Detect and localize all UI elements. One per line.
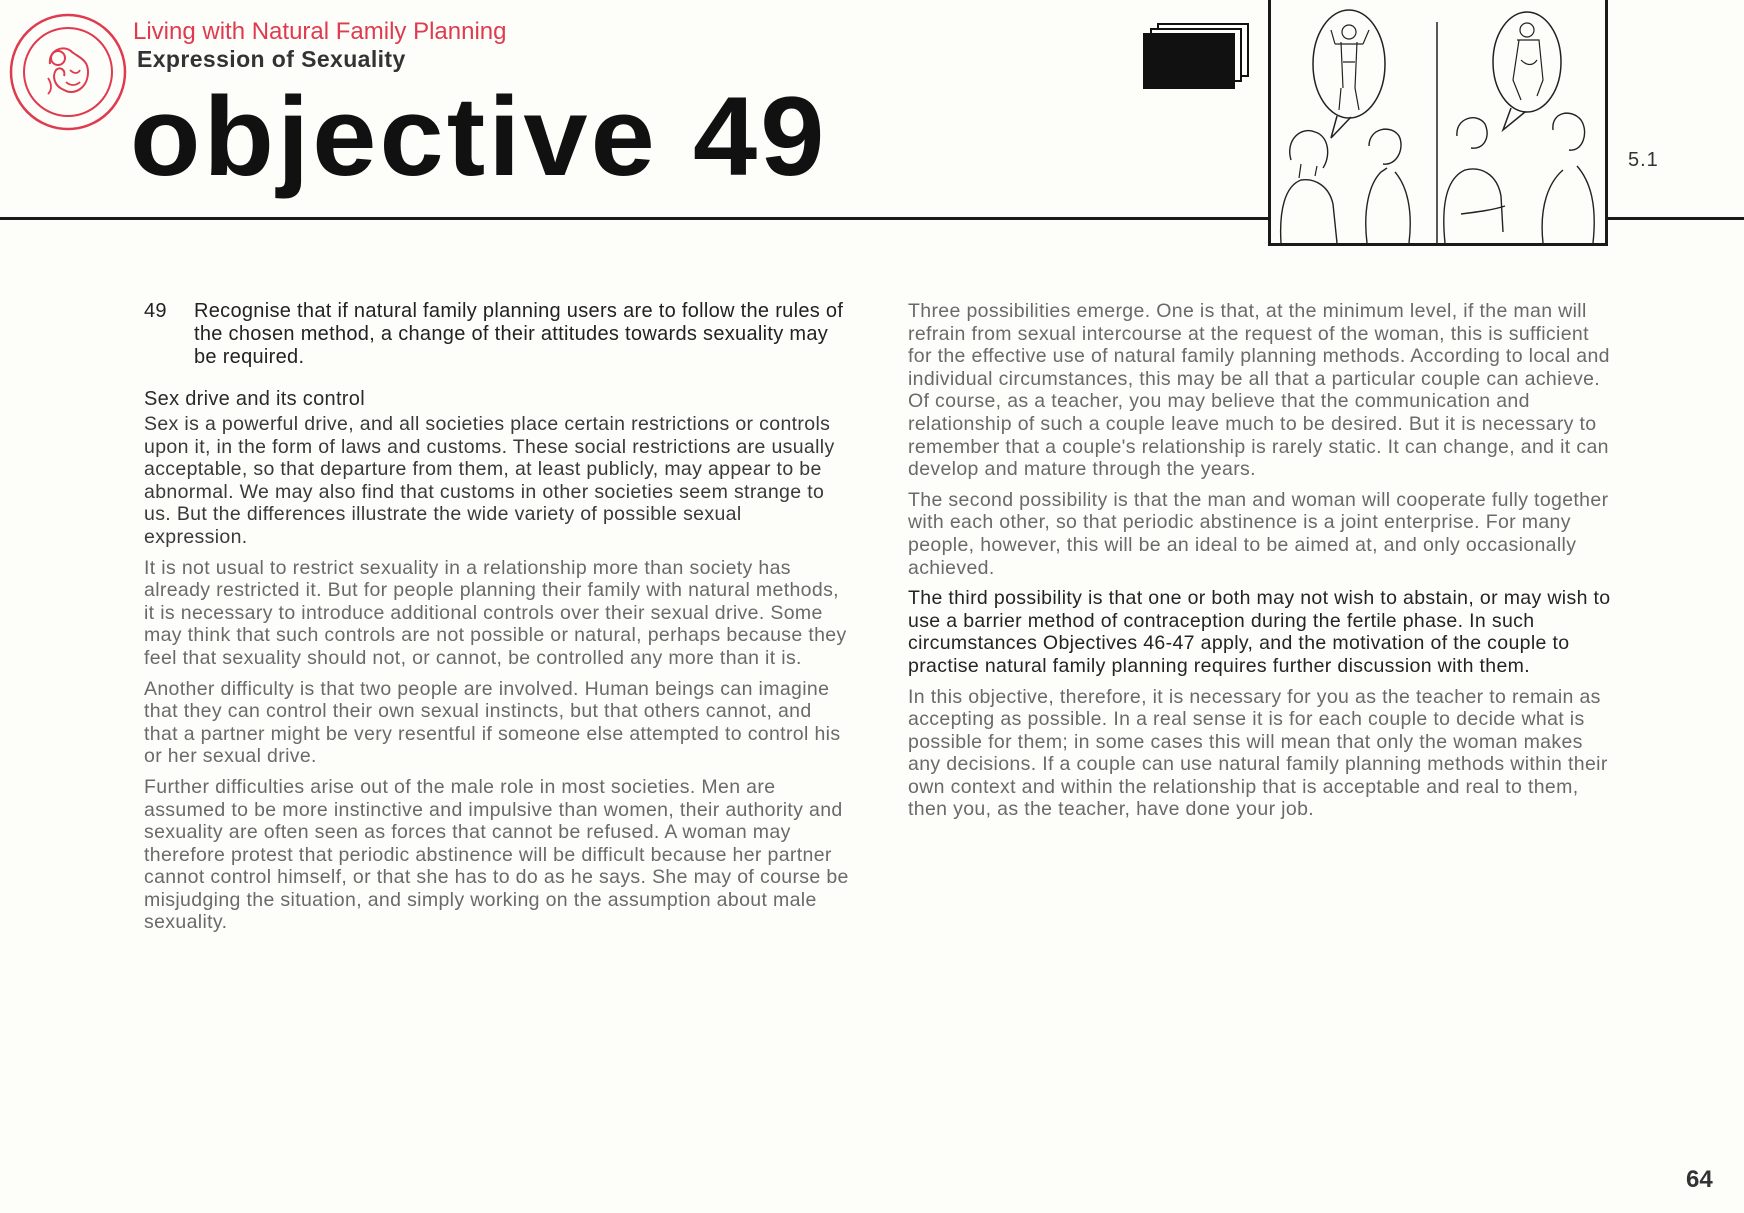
- paragraph: Another difficulty is that two people are involved. Human beings can imagine that they can control their own sexual instincts, but that others cannot, and that a partner might be very resentful if someone else attempted to control his or her sexual drive.: [144, 677, 841, 768]
- left-column: [144, 300, 849, 942]
- objective-statement: [144, 300, 849, 369]
- section-title: Expression of Sexuality: [137, 46, 406, 72]
- baby-logo-icon: [8, 12, 128, 132]
- header-rule: [0, 217, 1271, 220]
- objective-heading: objective 49: [130, 74, 828, 199]
- paragraph: Sex is a powerful drive, and all societies place certain restrictions or controls upon it, in the form of laws and customs. These social restrictions are usually acceptable, so that departure from them, at least publicly, may appear to be abnormal. We may also find that customs in other societies seem strange to us. But the differences illustrate the wide variety of possible sexual expression.: [144, 413, 835, 548]
- couples-illustration: [1268, 0, 1608, 246]
- objective-number: 49: [144, 300, 167, 322]
- paragraph: The second possibility is that the man and woman will cooperate fully together with each other, so that periodic abstinence is a joint enterprise. For many people, however, this will be an ideal to be aimed at, and only occasionally achieved.: [908, 488, 1609, 579]
- paragraph: Three possibilities emerge. One is that, at the minimum level, if the man will refrain from sexual intercourse at the request of the woman, this is sufficient for the effective use of natural family planning methods. According to local and individual circumstances, this may be all that a particular couple can achieve. Of course, as a teacher, you may believe that the communication and relationship of such a couple leave much to be desired. But it is necessary to remember that a couple's relationship is rarely static. It can change, and it can develop and mature through the years.: [908, 300, 1610, 481]
- objective-text: Recognise that if natural family planning users are to follow the rules of the chosen method, a change of their attitudes towards sexuality may be required.: [194, 300, 844, 368]
- right-column: [908, 300, 1618, 829]
- sub-number: 5.1: [1628, 149, 1659, 171]
- slide-cards-icon: [1142, 20, 1254, 92]
- subheading: Sex drive and its control: [144, 388, 365, 410]
- paragraph: The third possibility is that one or both may not wish to abstain, or may wish to use a barrier method of contraception during the fertile phase. In such circumstances Objectives 46-47 apply, and the motivation of the couple to practise natural family planning requires further discussion with them.: [908, 587, 1611, 677]
- page-number: 64: [1686, 1166, 1713, 1193]
- paragraph: It is not usual to restrict sexuality in a relationship more than society has already restricted it. But for people planning their family with natural methods, it is necessary to introduce additional controls over their sexual drive. Some may think that such controls are not possible or natural, perhaps because they feel that sexuality should not, or cannot, be controlled any more than it is.: [144, 556, 847, 669]
- series-title: Living with Natural Family Planning: [133, 18, 507, 45]
- paragraph: In this objective, therefore, it is necessary for you as the teacher to remain as accepting as possible. In a real sense it is for each couple to decide what is possible for them; in some cases this will mean that only the woman makes any decisions. If a couple can use natural family planning methods within their own context and within the relationship that is acceptable and real to them, then you, as the teacher, have done your job.: [908, 685, 1608, 821]
- paragraph: Further difficulties arise out of the male role in most societies. Men are assumed to be more instinctive and impulsive than women, their authority and sexuality are often seen as forces that cannot be refused. A woman may therefore protest that periodic abstinence will be difficult because her partner cannot control himself, or that she has to do as he says. She may of course be misjudging the situation, and simply working on the assumption about male sexuality.: [144, 775, 849, 934]
- header-rule-right: [1608, 217, 1744, 220]
